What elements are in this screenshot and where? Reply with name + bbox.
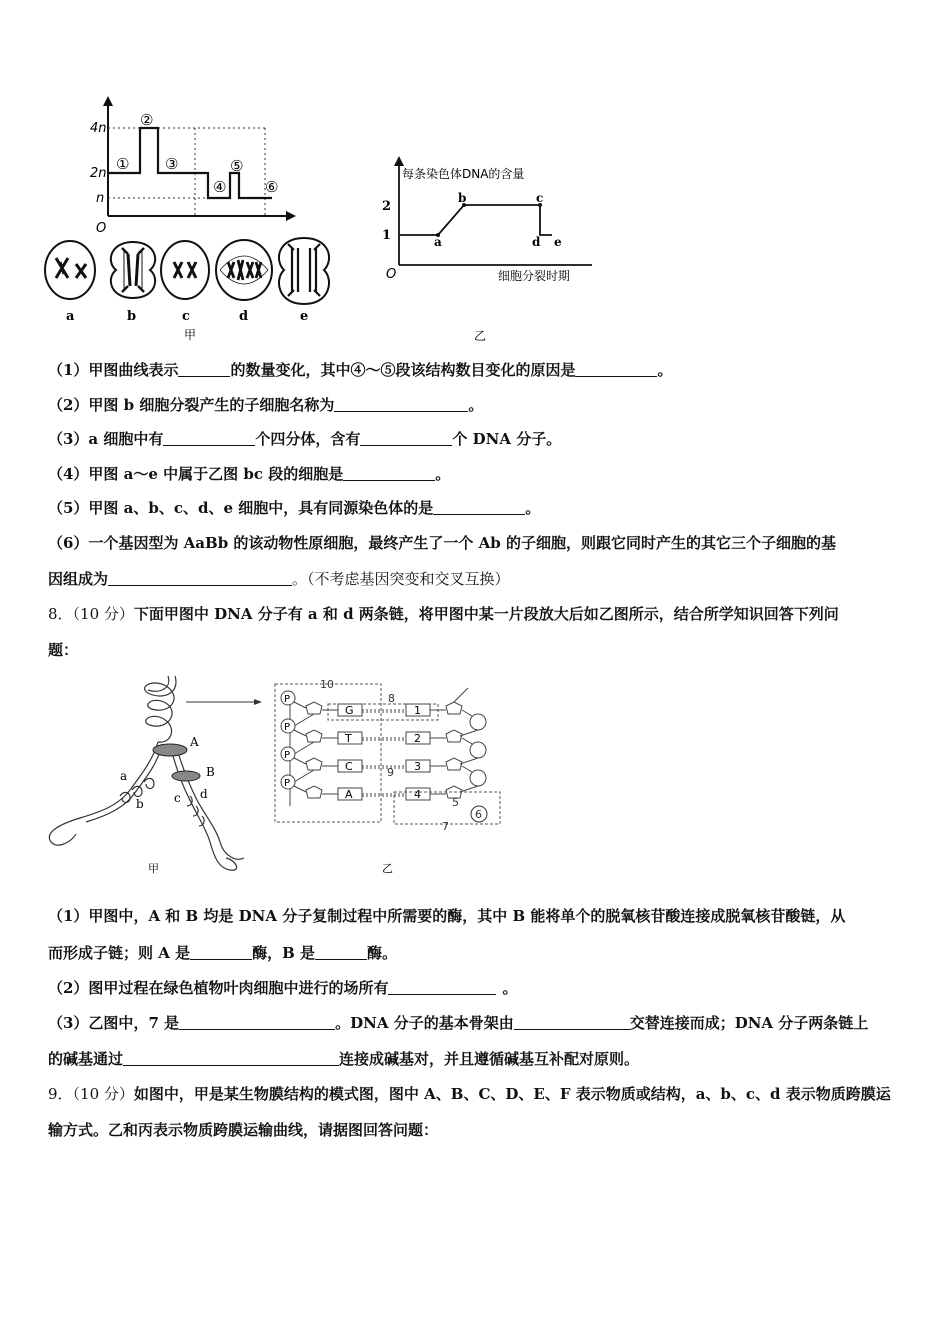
caption-dna-yi: 乙: [382, 862, 393, 875]
q7-7-blank[interactable]: [108, 571, 292, 586]
cell-label-b: b: [127, 309, 137, 324]
q8-3-text-a: （2）图甲过程在绿色植物叶肉细胞中进行的场所有: [48, 979, 389, 997]
q7-line-7: [48, 569, 906, 589]
q8-4-blank-2[interactable]: [514, 1015, 630, 1030]
yi-point-d: d: [532, 235, 541, 249]
phosphate-3: P: [284, 750, 291, 761]
yi-tick-2: 2: [382, 199, 392, 214]
segment-2: ②: [140, 111, 154, 129]
yi-point-a: a: [434, 235, 442, 249]
q9-stem-a: 如图中，甲是某生物膜结构的模式图，图中 A、B、C、D、E、F 表示物质或结构，a、b、c、d 表示物质跨膜运: [133, 1085, 891, 1103]
figure-dna-replication: [40, 672, 270, 882]
base-left-C: C: [345, 760, 353, 773]
q9-stem-line-1: [48, 1084, 906, 1104]
segment-6: ⑥: [265, 178, 279, 196]
base-right-2: 2: [414, 732, 421, 745]
figure-jia: [40, 92, 340, 352]
cell-label-d: d: [239, 309, 249, 324]
base-right-4: 4: [414, 788, 421, 801]
y-axis-arrow: [103, 96, 113, 106]
yi-y-arrow: [394, 156, 404, 166]
cell-e: [279, 238, 329, 304]
label-b: b: [136, 797, 144, 811]
x-axis-arrow: [286, 211, 296, 221]
yi-point-c: c: [536, 191, 544, 205]
q8-3-blank[interactable]: [388, 980, 496, 995]
q9-number: 9．（10 分）: [48, 1085, 134, 1103]
q8-line-4: [48, 1013, 906, 1033]
cell-label-e: e: [300, 309, 309, 324]
figure-yi: [372, 140, 612, 350]
enzyme-B: [172, 771, 200, 781]
q8-2-text-b: 酶，B 是: [252, 944, 315, 962]
enzyme-A: [153, 744, 187, 756]
num-8: 8: [388, 692, 395, 705]
q8-4-text-c: 交替连接而成；DNA 分子两条链上: [629, 1014, 869, 1032]
q7-3-blank-1[interactable]: [163, 431, 255, 446]
q7-4-text-b: 。: [435, 465, 451, 483]
base-left-A: A: [345, 788, 353, 801]
label-c: c: [174, 791, 181, 805]
q7-4-blank[interactable]: [343, 466, 435, 481]
cell-a: [45, 241, 95, 299]
q8-5-blank[interactable]: [123, 1051, 339, 1066]
q7-line-2: [48, 395, 906, 415]
q7-5-text-a: （5）甲图 a、b、c、d、e 细胞中，具有同源染色体的是: [48, 499, 434, 517]
num-9: 9: [387, 766, 394, 779]
q7-3-blank-2[interactable]: [360, 431, 452, 446]
q7-1-text-c: 。: [657, 361, 673, 379]
cell-d: [216, 240, 272, 300]
q8-5-text-a: 的碱基通过: [48, 1050, 124, 1068]
q8-2-blank-2[interactable]: [315, 945, 367, 960]
yi-tick-1: 1: [382, 228, 392, 243]
cell-label-c: c: [182, 309, 190, 324]
q7-4-text-a: （4）甲图 a～e 中属于乙图 bc 段的细胞是: [48, 465, 344, 483]
caption-jia: 甲: [184, 328, 197, 342]
q8-5-text-b: 连接成碱基对，并且遵循碱基互补配对原则。: [339, 1050, 640, 1068]
base-left-T: T: [345, 732, 352, 745]
label-B: B: [206, 765, 215, 779]
yi-origin: O: [386, 267, 397, 282]
q7-2-blank[interactable]: [334, 397, 468, 412]
q7-3-text-c: 个 DNA 分子。: [452, 430, 562, 448]
label-A: A: [190, 735, 199, 749]
q7-7-text-a: 因组成为: [48, 570, 109, 588]
q8-4-text-b: 。DNA 分子的基本骨架由: [335, 1014, 514, 1032]
q8-2-text-c: 酶。: [367, 944, 398, 962]
q7-3-text-a: （3）a 细胞中有: [48, 430, 164, 448]
q8-stem-line-1: [48, 604, 906, 624]
q7-1-text-b: 的数量变化，其中④～⑤段该结构数目变化的原因是: [230, 361, 576, 379]
q7-5-text-b: 。: [525, 499, 541, 517]
q8-line-2: [48, 943, 906, 963]
yi-point-b: b: [458, 191, 467, 205]
q8-4-blank-1[interactable]: [179, 1015, 335, 1030]
q9-stem-line-2: [48, 1120, 906, 1140]
q7-6-text-a: （6）一个基因型为 AaBb 的该动物性原细胞，最终产生了一个 Ab 的子细胞，则跟它同时产生的其它三个子细胞的基: [48, 534, 836, 552]
q7-2-text-a: （2）甲图 b 细胞分裂产生的子细胞名称为: [48, 396, 335, 414]
phosphate-4: P: [284, 778, 291, 789]
q8-line-1: [48, 906, 906, 926]
chromosome-curve: [108, 128, 272, 198]
segment-4: ④: [213, 178, 227, 196]
label-a: a: [120, 769, 128, 783]
phosphate-group: [281, 691, 295, 789]
q8-2-text-a: 而形成子链；则 A 是: [48, 944, 191, 962]
q7-3-text-b: 个四分体，含有: [255, 430, 361, 448]
q7-2-text-b: 。: [468, 396, 484, 414]
q7-1-text-a: （1）甲图曲线表示: [48, 361, 179, 379]
q8-stem-line-2: [48, 640, 906, 660]
q9-stem-b: 输方式。乙和丙表示物质跨膜运输曲线，请据图回答问题：: [48, 1121, 439, 1139]
q8-stem-a: 下面甲图中 DNA 分子有 a 和 d 两条链，将甲图中某一片段放大后如乙图所示，结合所学知识回答下列问: [133, 605, 839, 623]
q8-line-5: [48, 1049, 906, 1069]
q7-1-blank-1[interactable]: [178, 362, 230, 377]
cell-b: [111, 242, 155, 298]
segment-1: ①: [116, 155, 130, 173]
q7-7-text-b: 。（不考虑基因突变和交叉互换）: [292, 570, 510, 588]
caption-dna-jia: 甲: [148, 862, 159, 875]
num-5: 5: [452, 796, 459, 809]
base-left-G: G: [345, 704, 354, 717]
base-right-3: 3: [414, 760, 421, 773]
figure-dna-structure: [272, 676, 508, 882]
origin-label: O: [96, 221, 107, 236]
q8-number: 8．（10 分）: [48, 605, 134, 623]
cell-label-a: a: [66, 309, 75, 324]
cell-c: [161, 241, 209, 299]
q7-5-blank[interactable]: [433, 500, 525, 515]
num-6: 6: [475, 808, 482, 821]
phosphate-1: P: [284, 694, 291, 705]
label-d: d: [200, 787, 208, 801]
q7-1-blank-2[interactable]: [575, 362, 657, 377]
q7-line-6: [48, 533, 906, 553]
caption-yi: 乙: [474, 329, 487, 343]
y-label-4n: 4n: [90, 121, 107, 136]
q8-4-text-a: （3）乙图中，7 是: [48, 1014, 180, 1032]
y-label-n: n: [96, 191, 105, 206]
q8-stem-b: 题：: [48, 641, 79, 659]
num-10: 10: [320, 678, 334, 691]
yi-point-e: e: [554, 235, 562, 249]
segment-3: ③: [165, 155, 179, 173]
segment-5: ⑤: [230, 157, 244, 175]
yi-x-label: 细胞分裂时期: [498, 269, 571, 283]
base-right-1: 1: [414, 704, 421, 717]
q7-line-5: [48, 498, 906, 518]
q7-line-1: [48, 360, 906, 380]
phosphate-2: P: [284, 722, 291, 733]
q7-line-3: [48, 429, 906, 449]
q8-2-blank-1[interactable]: [190, 945, 252, 960]
yi-curve: [399, 205, 552, 235]
q7-line-4: [48, 464, 906, 484]
yi-title: 每条染色体DNA的含量: [402, 167, 525, 181]
q8-1-text: （1）甲图中，A 和 B 均是 DNA 分子复制过程中所需要的酶，其中 B 能将单个的脱氧核苷酸连接成脱氧核苷酸链，从: [48, 907, 846, 925]
num-7: 7: [442, 820, 449, 833]
y-label-2n: 2n: [90, 166, 107, 181]
q8-line-3: [48, 978, 906, 998]
q8-3-text-b: 。: [502, 979, 518, 997]
